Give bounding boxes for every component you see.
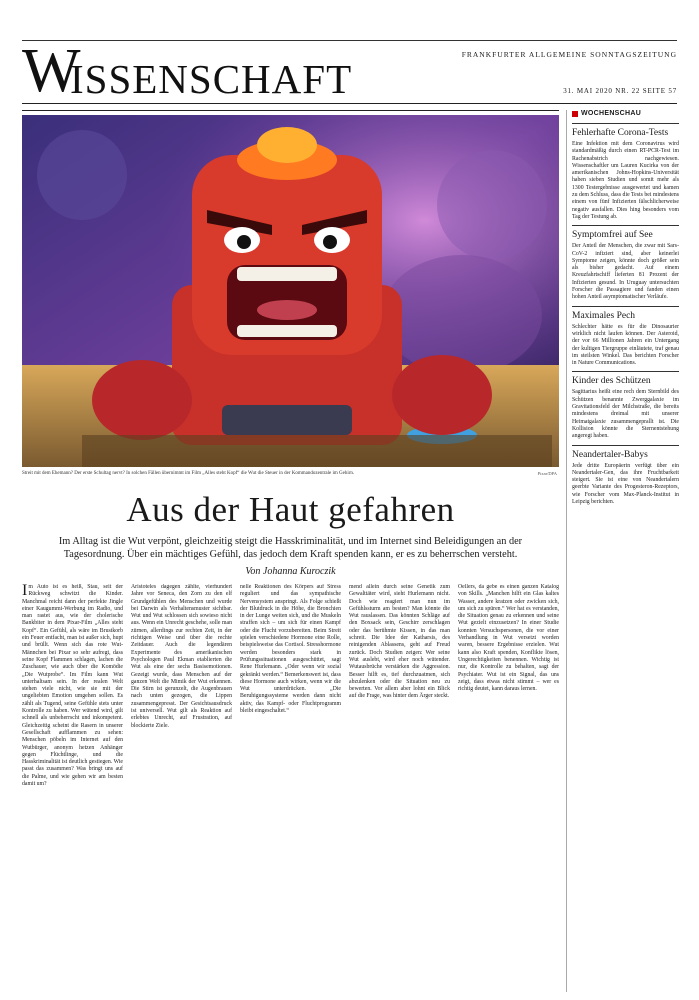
header-rule [22,103,677,104]
sidebar-item-title: Neandertaler-Babys [572,449,648,460]
section-title: ISSENSCHAFT [70,56,353,102]
article-body [22,584,559,992]
article-headline: Aus der Haut gefahren [126,490,455,529]
article-column-5 [458,584,559,992]
article-column-3 [240,584,341,992]
drop-cap: I [22,584,28,599]
sidebar-rule [572,371,679,372]
sidebar-rule [572,306,679,307]
sidebar-rule [572,225,679,226]
article-paragraph: mend allein durch seine Genetik zum Gewalttäter wird, sieht Hurlemann nicht. Doch wie reagiert man nun im Gefühlssturm am besten? Man könnte die Wut rauslassen. Das könnten Schläge auf den Boxsack sein, Geschirr zerschlagen oder das berühmte Kissen, in das man schreit. Die Idee der Katharsis, des reinigenden Ablassens, geht auf Freud zurück. Doch Studien zeigen: Wer seine Wut auslebt, wird eher noch wütender. Wutausbrüche verstärken die Aggression. Besser hilft es, tief durchzuatmen, sich abzulenken oder die Situation neu zu bewerten. Vor allem aber lohnt ein Blick auf die Frage, was hinter dem Ärger steckt. [349,584,450,700]
sidebar-item-text: Der Anteil der Menschen, die zwar mit Sars-CoV-2 infiziert sind, aber keinerlei Symptome zeigen, könnte doch größer sein als bisher gedacht. Auf einem Kreuzfahrtschiff lieferten 81 Prozent der Infizierten gesund. In Uruguay untersuchten Forscher die Passagiere und fanden einen hohen Anteil asymptomatischer Verläufe. [572,243,679,301]
anger-character-illustration [22,115,559,467]
article-column-4 [349,584,450,992]
article-lead: Im Alltag ist die Wut verpönt, gleichzeitig steigt die Hasskriminalität, und im Internet sind Beleidigungen an der Tagesordnung. Über ein mächtiges Gefühl, das jedoch dem Kraft spenden kann, er es zu beherrschen versteht. [58,536,523,560]
sidebar-item-title: Symptomfrei auf See [572,230,653,241]
wochenschau-sidebar [566,110,679,992]
sidebar-item-text: Schlechter hätte es für die Dinosaurier wirklich nicht laufen können. Der Asteroid, der vor 66 Millionen Jahren ein Untergang der kultigen Tiergruppe einläutete, traf genau im steilsten Winkel. Das berichten Forscher in Nature Communications. [572,323,679,367]
article-paragraph: Aristoteles dagegen zählte, vierhundert Jahre vor Seneca, den Zorn zu den elf Grundgefühlen des Menschen und wurde bei Darwin als Verhaltensmuster sichtbar. Wut und Wut schlossen sich sowieso nicht aus. Wenn ein Unrecht geschehe, solle man zürnen, allerdings zur rechten Zeit, in der richtigen Weise und über die rechte Zeitdauer. Auch die legendären Experimente des amerikanischen Psychologen Paul Ekman etablierten die Wut als eine der sechs Basisemotionen. Gezeigt wurde, dass Menschen auf der ganzen Welt die Mimik der Wut erkennen. Die Stirn ist gerunzelt, die Augenbrauen nach unten gezogen, die Lippen zusammengepresst. Der Gesichtsausdruck ist universell. Wut gilt als Reaktion auf erlebtes Unrecht, auf Frustration, auf blockierte Ziele. [131,584,232,729]
section-title-initial: W [22,37,81,105]
article-photo [22,115,559,467]
red-square-icon [572,111,578,117]
sidebar-rule [572,123,679,124]
sidebar-item-title: Kinder des Schützen [572,376,651,387]
sidebar-item-text: Sagittarius heißt eine rech dem Sternbild des Schützen benannte Zwerggalaxie im Gravitationsfeld der Milchstraße, die bereits mindestens dreimal mit unserer Heimatgalaxie zusammengeprallt ist. Die Kollision könnte die Sternentstehung angeregt haben. [572,389,679,440]
paper-name: FRANKFURTER ALLGEMEINE SONNTAGSZEITUNG [461,50,677,59]
article-column-1 [22,584,123,992]
sidebar-label: WOCHENSCHAU [581,110,642,117]
article-column-2 [131,584,232,992]
sidebar-rule [572,445,679,446]
article-paragraph: Oellers, da gebe es einen ganzen Katalog von Skills. „Manchen hilft ein Glas kaltes Wasser, andere kratzen oder zwicken sich, um sich zu spüren.“ Wer hat es verstanden, die Situation genau zu erkennen und seine Wut gezielt einzusetzen? In einer Studie konnten Versuchspersonen, die vor einer Verhandlung in Wut versetzt worden waren, bessere Ergebnisse erzielen. Wut kann also Kraft spenden, Konflikte lösen, Ungerechtigkeiten benennen. Wichtig ist nur, die Kontrolle zu behalten, sagt der Psychiater. Wut ist ein Signal, das uns zeigt, dass etwas nicht stimmt – wer es richtig deutet, kann daraus lernen. [458,584,559,693]
sidebar-item-text: Jede dritte Europäerin verfügt über ein Neandertaler-Gen, das ihre Fruchtbarkeit steigert. Sie ist eine von Neandertalern geerbte Variante des Progesteron-Rezeptors, wie Forscher vom Max-Planck-Institut in Leipzig berichten. [572,462,679,505]
sidebar-item-text: Eine Infektion mit dem Coronavirus wird standardmäßig durch einen RT-PCR-Test im Rachenabstrich nachgewiesen. Wissenschaftler um Lauren Kucirka von der amerikanischen Johns-Hopkins-Universität haben sieben Studien und somit mehr als 1300 Testergebnisse ausgewertet und kamen zu dem Schluss, dass die Tests bei mindestens einem von fünf Infizierten fälschlicherweise negativ ausfallen. Dies hing besonders vom Tag der Testung ab. [572,141,679,220]
sidebar-item-title: Fehlerhafte Corona-Tests [572,128,669,138]
top-rule [22,40,677,41]
photo-caption: Streit mit dem Ehemann? Der erste Schultag nervt? In solchen Fällen übernimmt im Film „Alles steht Kopf“ die Wut die Steuer in der Kommandozentrale im Gehirn. [22,471,355,476]
article-byline: Von Johanna Kuroczik [245,566,336,577]
sidebar-header [572,110,679,117]
sidebar-item-title: Maximales Pech [572,310,636,321]
photo-credit: Pixar/DPA [537,471,557,476]
article-paragraph: nelle Reaktionen des Körpers auf Stress reguliert und das sympathische Nervensystem anspringt. Als Folge schießt der Blutdruck in die Höhe, die Bronchien in der Lunge weiten sich, und die Muskeln straffen sich – um sich für einen Kampf oder die Flucht vorzubereiten. Beim Streit spielen verschiedene Hormone eine Rolle, beispielsweise das Cortisol. Stresshormone werden besonders stark in Prüfungssituationen ausgeschüttet, sagt Rene Hurlemann. „Oder wenn wir sozial gekränkt werden.“ Bemerkenswert ist, dass diese Hormone auch wirken, wenn wir die Wut unterdrücken. „Die Beruhigungssysteme werden dann nicht aktiv, das Kampf- oder Fluchtprogramm bleibt eingeschaltet.“ [240,584,341,715]
article-paragraph: m Auto ist es heiß, Stau, seit der Rückweg schwitzt die Kinder. Manchmal reicht dann der perfekte Jingle einer Kaugummi-Werbung im Radio, und man rastet aus, wie der cholerische Bankbiter in dem Pixar-Film „Alles steht Kopf“. Ein Gefühl, als wäre im Brustkorb ein Feuer entfacht, man ist außer sich, hupt und brüllt. Wenn sich das rote Wut-Männchen bei Pixar so sehr aufregt, dass seine Kopf Flammen schlagen, lachen die Zuschauer, wie auch über die Komödie „Die Wutprobe“. Im Film kann Wut unterhaltsam sein. In der realen Welt stehen viele nicht, wie sie mit der ungeliebten Emotion umgehen sollen. Es zählt als Tugend, seine Gefühle stets unter Kontrolle zu haben. Wer wütend wird, gilt schnell als unbeherrscht und inkompetent. Gleichzeitig scheint die Rasern in unserer Gesellschaft aufflammen zu sehen: Menschen pöbeln im Internet auf den Wutbürger, anonym hetzen Anhänger gegen Flüchtlinge, und die Hasskriminalität ist deutlich gestiegen. Wie passt das zusammen? Was bringt uns auf die Palme, und wie gehen wir am besten damit um? [22,584,123,788]
main-rule [22,110,559,111]
dateline: 31. MAI 2020 NR. 22 SEITE 57 [563,87,677,95]
